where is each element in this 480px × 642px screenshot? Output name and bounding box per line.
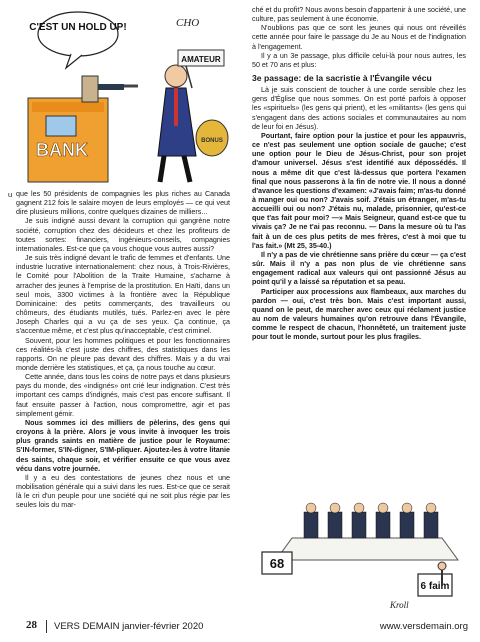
- banquet-cartoon: [252, 468, 468, 620]
- page-number: 28: [26, 619, 37, 631]
- paragraph: Il n'y a pas de vie chrétienne sans prière du cœur — ça c'est sûr. Mais il n'y a pas non plus de vie chrétienne sans engagement radical aux valeurs qui ont passionné Jésus au point qu'il y a laissé sa réputation et sa peau.: [252, 250, 466, 287]
- paragraph: Participer aux processions aux flambeaux, aux marches du pardon — oui, c'est très bon. Mais c'est important aussi, quand on le peut, de marcher avec ceux qui réclament justice au nom de valeurs humaines qu'on retrouve dans l'Évangile, comme le respect de chacun, l'honnêteté, un traitement juste pour tout le monde, surtout pour les plus fragiles.: [252, 287, 466, 342]
- paragraph: Nous sommes ici des milliers de pèlerins, des gens qui croyons à la prière. Alors je vous invite à invoquer les trois plus grands saints en matière de justice pour le Royaume: S'IN-former, S'IN-digner, S'IM-pliquer. Ajoutez-les à votre litanie des saints, chaque soir, et vérifier ensuite ce que vous avez vécu dans votre journée.: [16, 418, 230, 473]
- paragraph: Là je suis conscient de toucher à une corde sensible chez les gens d'Église que nous sommes. On est porté parfois à opposer les «spirituels» (les gens qui prient), et les «militants» (les gens qui s'engagent dans des actions sociales et communautaires au nom de leur foi en Jésus).: [252, 86, 466, 131]
- cartoon2-signature: Kroll: [390, 600, 409, 610]
- bank-label: BANK: [36, 140, 88, 160]
- paragraph: N'oublions pas que ce sont les jeunes qui nous ont réveillés cette année pour faire le passage du Je au Nous et de l'indignation à l'engagement.: [252, 24, 466, 51]
- right-column: [252, 6, 466, 342]
- magazine-issue: VERS DEMAIN janvier-février 2020: [54, 621, 204, 632]
- paragraph: Souvent, pour les hommes politiques et pour les fonctionnaires ces réalités-là c'est juste des chiffres, des statistiques dans les rapports. On ne pleure pas devant des chiffres. Mais y a du vrai monde derrière les statistiques, et ça, ça nous touche au cœur.: [16, 336, 230, 372]
- website-url: www.versdemain.org: [379, 621, 468, 632]
- sign-6-faim: 6 faim: [420, 581, 450, 592]
- left-column: [16, 190, 230, 510]
- bonus-bag-label: BONUS: [201, 138, 223, 144]
- cartoon1-signature: CHO: [176, 17, 200, 29]
- section-bullet: u: [8, 190, 13, 199]
- amateur-sign: AMATEUR: [181, 55, 221, 64]
- paragraph: Pourtant, faire option pour la justice et pour les appauvris, ce n'est pas seulement une option sociale de gauche; c'est une option pour le Dieu de Jésus-Christ, pour son projet d'amour universel. Jésus s'est identifié aux dépossédés. Il nous a même dit que c'est là-dessus que portera l'examen final que nous passerons à la fin de notre vie. Il nous a donné d'avance les questions d'examen: «J'avais faim; m'as-tu donné à manger oui ou non? J'avais soif. J'étais un étranger, m'as-tu accueilli oui ou non? J'étais nu, malade, prisonnier, qu'est-ce que t'as fait pour moi? —» Mais Seigneur, quand est-ce que tu vivais ça? Je ne t'ai pas reconnu. — Dans la mesure où tu l'as fait à un de ces plus petits de mes frères, c'est à moi que tu l'as fait.» (Mt 25, 35-40.): [252, 131, 466, 250]
- paragraph: Cette année, dans tous les coins de notre pays et dans plusieurs pays du monde, des «indignés» ont crié leur indignation. C'est très important ces camps d'indignés, mais c'est pas encore suffisant. Il faut ensuite passer à l'action, nous compromettre, agir et pas simplement gémir.: [16, 373, 230, 418]
- paragraph: que les 50 présidents de compagnies les plus riches au Canada gagnent 212 fois le salaire moyen de leurs employés — ce qui veut dire plusieurs millions, contre quelques dizaines de milliers...: [16, 190, 230, 217]
- bank-robbery-cartoon: [26, 6, 236, 186]
- paragraph: Je suis très indigné devant le trafic de femmes et d'enfants. Une industrie lucrative internationalement: chez nous, à Trois-Rivières, le Comité pour l'Abolition de la Traite Humaine, s'acharne à arracher des jeunes à l'emprise de la prostitution. En Haïti, dans un seul mois, 3300 victimes à la frontière avec la République Dominicaine: des petits commerçants, des travailleurs ou chômeurs, des étudiants mutilés, tués. Parlez-en avec le père Joseph Charles qui a vu ça de ses yeux. Ça continue, ça s'accentue même, et c'est plus qu'inacceptable, c'est criminel.: [16, 254, 230, 336]
- section-heading: 3e passage: de la sacristie à l'Évangile vécu: [252, 73, 432, 84]
- page-footer: [16, 617, 468, 637]
- paragraph: Il y a eu des contestations de jeunes chez nous et une mobilisation générale qui a suivi dans les rues. Est-ce que ce serait là le cri d'un peuple pour une société qui ne soit plus régie par les seules lois du mar-: [16, 473, 230, 510]
- paragraph: Il y a un 3e passage, plus difficile celui-là pour nous autres, les 50 et 70 ans et plus:: [252, 51, 466, 69]
- paragraph: ché et du profit? Nous avons besoin d'appartenir à une société, une culture, pas seulement à une économie.: [252, 6, 466, 24]
- footer-divider: [46, 620, 47, 633]
- paragraph: Je suis indigné aussi devant la corruption qui gangrène notre société, corruption chez des décideurs et chez les profiteurs de toutes sortes: financiers, ingénieurs-conseils, compagnies internationales. Est-ce que ça vous choque vous autres aussi?: [16, 217, 230, 253]
- sign-68: 68: [269, 556, 285, 571]
- speech-text-1: C'EST UN HOLD UP!: [29, 22, 127, 33]
